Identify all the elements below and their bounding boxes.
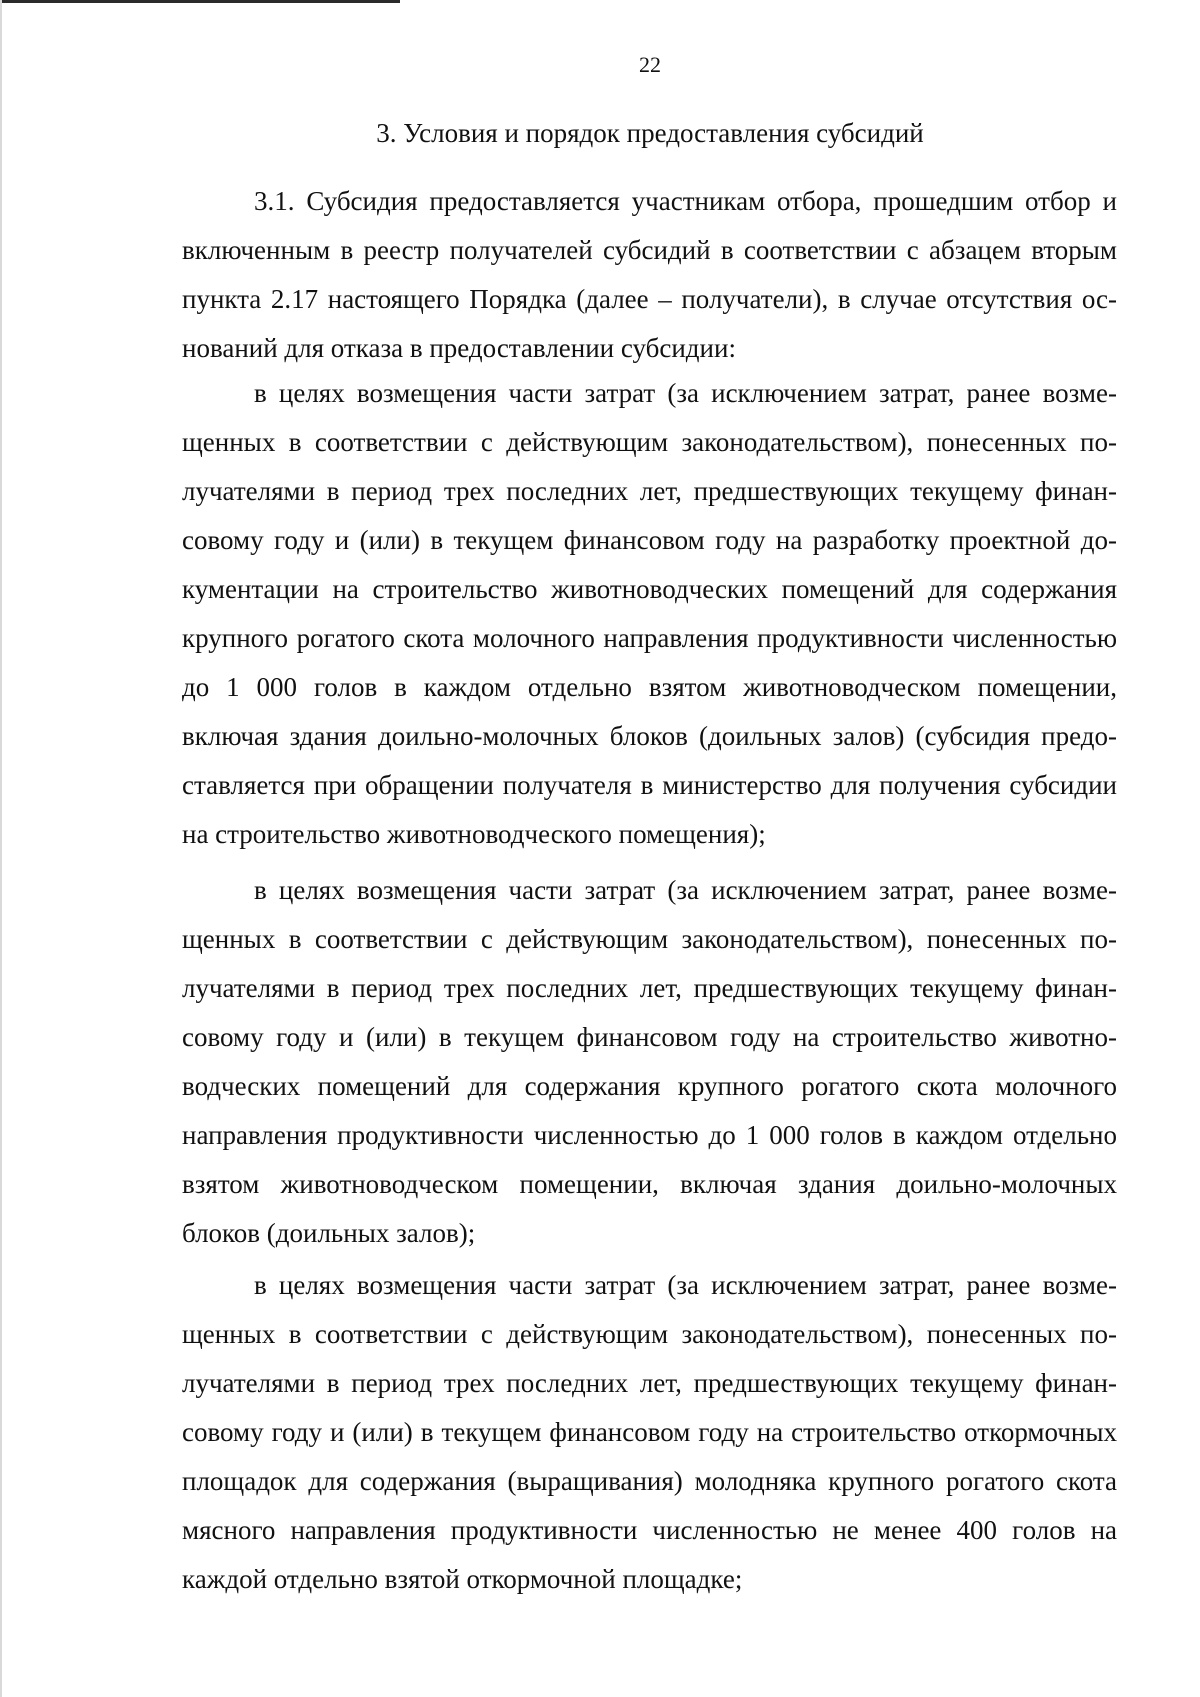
paragraph-design-docs: в целях возмещения части затрат (за исключением затрат, ранее возмещенных в соответствии с действующим законодательством), понесенных получателями в период трех последних лет, предшествующих текущему финансовому году и (или) в текущем финансовом году на разработку проектной документации на строительство животноводческих помещений для содержания крупного рогатого скота молочного направления продуктивности численностью до 1 000 голов в каждом отдельно взятом животноводческом помещении, включая здания доильно-молочных блоков (доильных залов) (субсидия предоставляется при обращении получателя в министерство для получения субсидии на строительство животноводческого помещения); [182,378,1117,849]
page-number: 22 [639,52,661,77]
paragraph-3-1: 3.1. Субсидия предоставляется участникам отбора, прошедшим отбор и включенным в реестр получателей субсидий в соответствии с абзацем вторым пункта 2.17 настоящего Порядка (далее – получатели), в случае отсутствия оснований для отказа в предоставлении субсидии: [182,186,1117,363]
section-title: 3. Условия и порядок предоставления субсидий [376,118,924,148]
paragraph-dairy-construction: в целях возмещения части затрат (за исключением затрат, ранее возмещенных в соответствии с действующим законодательством), понесенных получателями в период трех последних лет, предшествующих текущему финансовому году и (или) в текущем финансовом году на строительство животноводческих помещений для содержания крупного рогатого скота молочного направления продуктивности численностью до 1 000 голов в каждом отдельно взятом животноводческом помещении, включая здания доильно-молочных блоков (доильных залов); [182,875,1117,1248]
paragraph-feedlot-construction: в целях возмещения части затрат (за исключением затрат, ранее возмещенных в соответствии с действующим законодательством), понесенных получателями в период трех последних лет, предшествующих текущему финансовому году и (или) в текущем финансовом году на строительство откормочных площадок для содержания (выращивания) молодняка крупного рогатого скота мясного направления продуктивности численностью не менее 400 голов на каждой отдельно взятой откормочной площадке; [182,1270,1117,1594]
scan-edge-top [0,0,400,3]
scan-edge-left [0,0,2,1697]
